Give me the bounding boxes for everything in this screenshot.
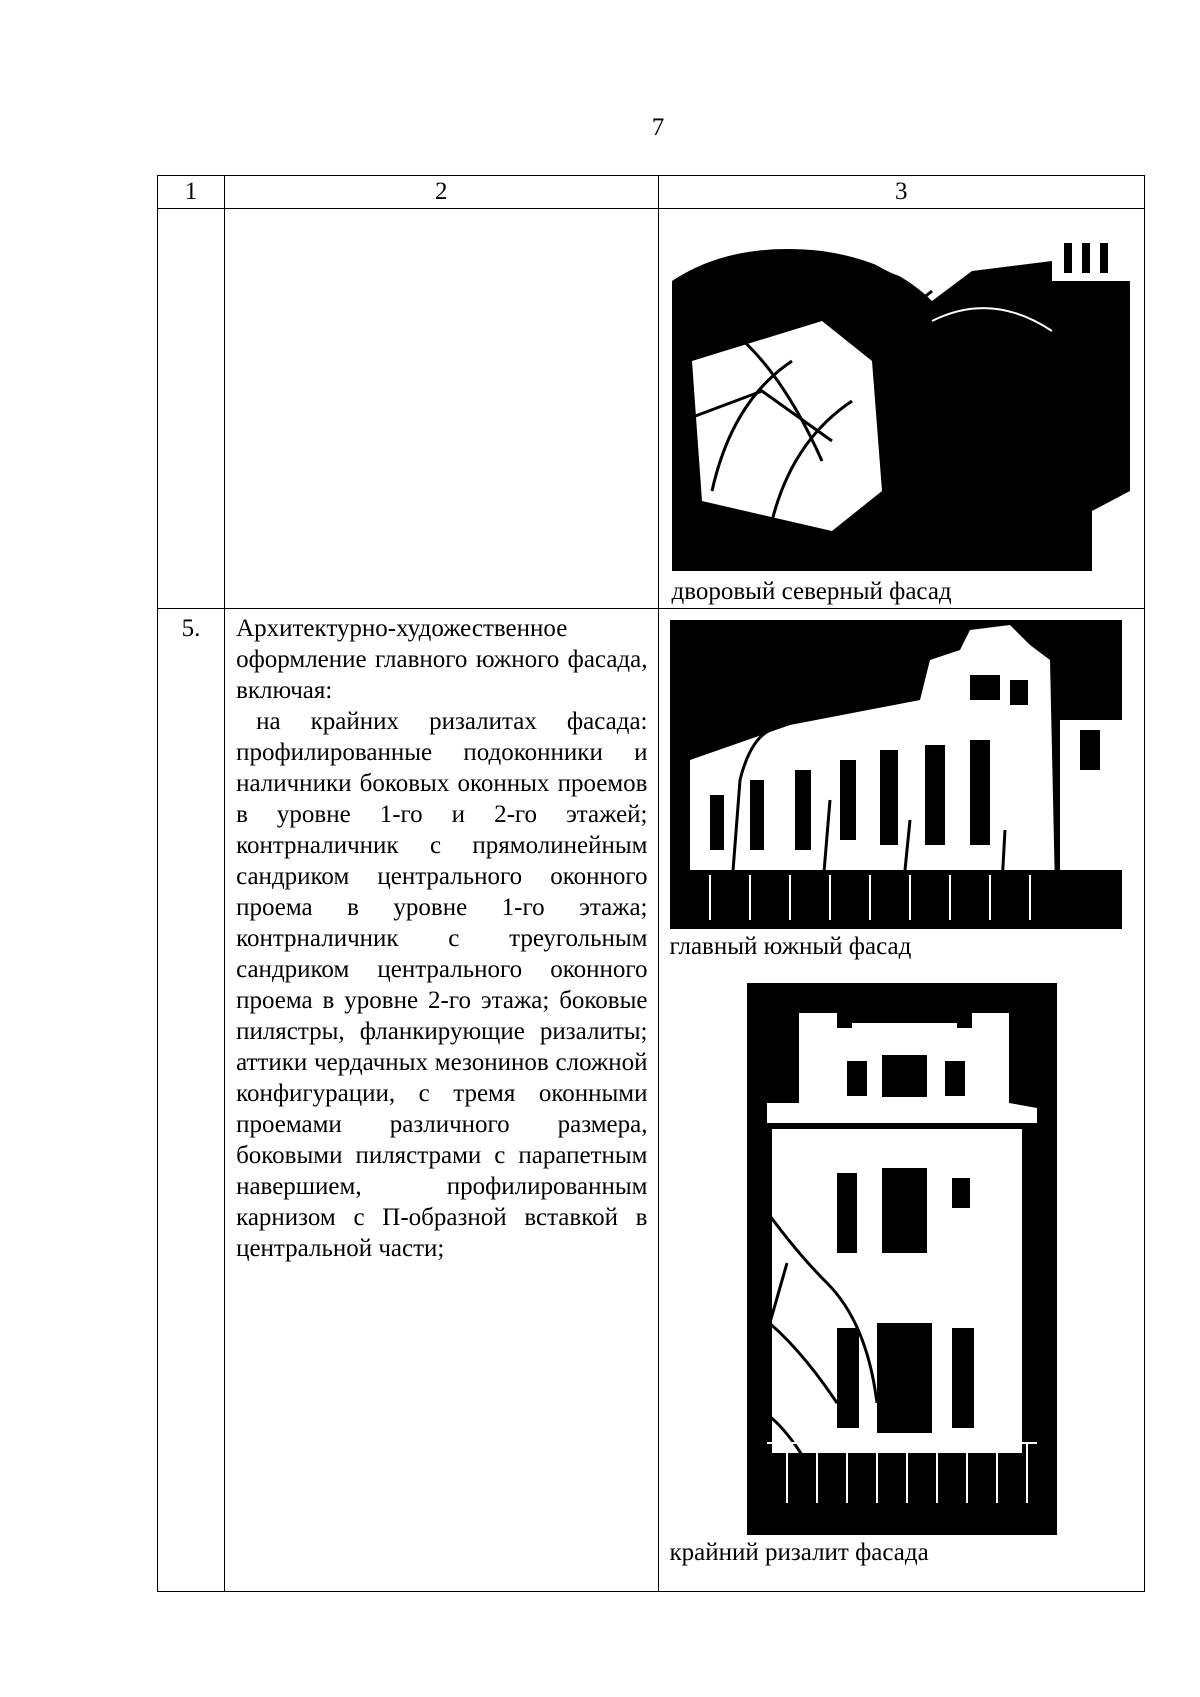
row-description-cell xyxy=(225,209,658,609)
main-south-facade-photo xyxy=(670,620,1122,929)
column-header-2: 2 xyxy=(225,176,658,209)
table-header-row xyxy=(158,176,1145,209)
image-caption: крайний ризалит фасада xyxy=(669,1539,929,1566)
image-caption: главный южный фасад xyxy=(669,933,912,960)
row-number-cell xyxy=(158,209,225,609)
column-header-3: 3 xyxy=(658,176,1145,209)
row-number-cell: 5. xyxy=(158,609,225,1592)
facade-risalit-photo xyxy=(747,983,1057,1535)
monument-features-table xyxy=(157,175,1145,1592)
table-row xyxy=(158,609,1145,1592)
row-description-cell xyxy=(225,609,658,1592)
row-images-cell xyxy=(658,209,1145,609)
courtyard-north-facade-photo xyxy=(672,241,1130,571)
description-paragraph: Архитектурно-художественное оформление главного южного фасада, включая: xyxy=(236,615,648,704)
table-row xyxy=(158,209,1145,609)
row-images-cell xyxy=(658,609,1145,1592)
column-header-1: 1 xyxy=(158,176,225,209)
page-number: 7 xyxy=(651,114,665,141)
image-caption: дворовый северный фасад xyxy=(671,578,952,605)
description-paragraph: на крайних ризалитах фасада: профилированные подоконники и наличники боковых оконных проемов в уровне 1-го и 2-го этажей; контрналичник с прямолинейным сандриком центрального оконного проема в уровне 1-го этажа; контрналичник с треугольным сандриком центрального оконного проема в уровне 2-го этажа; боковые пилястры, фланкирующие ризалиты; аттики чердачных мезонинов сложной конфигурации, с тремя оконными проемами различного размера, боковыми пилястрами с парапетным навершием, профилированным карнизом с П-образной вставкой в центральной части; xyxy=(236,708,648,1262)
